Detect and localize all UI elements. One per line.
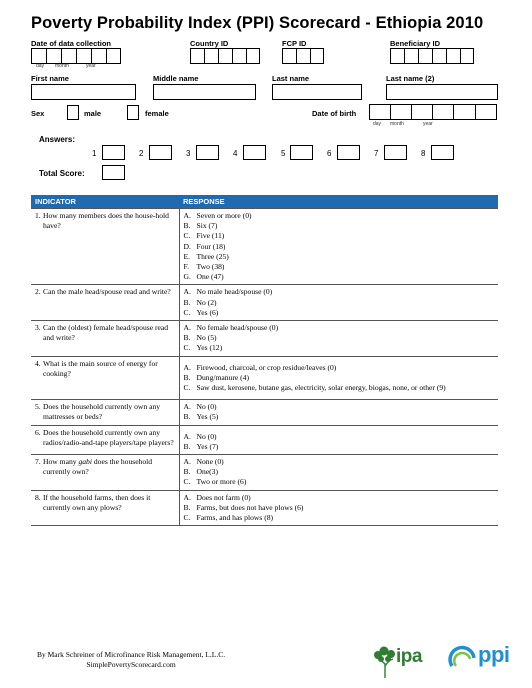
response-cell	[179, 321, 498, 357]
response-option[interactable]	[183, 493, 496, 503]
answer-2-box[interactable]	[149, 145, 172, 160]
table-row	[31, 321, 498, 357]
country-id-label: Country ID	[190, 39, 229, 48]
date-year-sublabel: year	[86, 63, 96, 69]
option-letter: B.	[183, 221, 191, 231]
answer-5-label: 5	[281, 149, 286, 158]
option-letter: A.	[183, 323, 191, 333]
response-option[interactable]	[183, 298, 496, 308]
response-option[interactable]	[183, 221, 496, 231]
total-score-box[interactable]	[102, 165, 125, 180]
indicator-cell	[31, 356, 179, 400]
page-title: Poverty Probability Index (PPI) Scorecard - Ethiopia 2010	[31, 14, 484, 32]
table-row	[31, 455, 498, 491]
question-text-emphasis: gabi	[78, 457, 92, 467]
answer-8-box[interactable]	[431, 145, 454, 160]
country-id-field[interactable]	[190, 48, 260, 64]
response-option[interactable]	[183, 373, 496, 383]
question-text: Can the (oldest) female head/spouse read and write?	[43, 323, 169, 343]
option-text: Two or more (6)	[196, 477, 247, 487]
option-letter: A.	[183, 402, 191, 412]
answer-3-label: 3	[186, 149, 191, 158]
response-column-header: RESPONSE	[179, 195, 498, 209]
option-text: Farms, but does not have plows (6)	[196, 502, 304, 512]
response-option[interactable]	[183, 363, 496, 373]
beneficiary-id-field[interactable]	[390, 48, 474, 64]
answer-6-box[interactable]	[337, 145, 360, 160]
option-letter: A.	[183, 457, 191, 467]
response-option[interactable]	[183, 442, 496, 452]
question-text: How many members does the house-hold have?	[43, 211, 169, 231]
option-letter: C.	[183, 383, 191, 393]
male-checkbox[interactable]	[67, 105, 79, 120]
date-of-birth-field[interactable]	[369, 104, 497, 120]
response-option[interactable]	[183, 432, 496, 442]
answer-1-label: 1	[92, 149, 97, 158]
question-text: If the household farms, then does it currently own any plows?	[43, 492, 151, 512]
answer-4-label: 4	[233, 149, 238, 158]
answers-label: Answers:	[39, 135, 76, 144]
ppi-logo-text: ppi	[478, 642, 510, 667]
option-letter: A.	[183, 492, 191, 502]
indicator-cell	[31, 425, 179, 454]
date-month-sublabel: month	[55, 63, 69, 69]
first-name-label: First name	[31, 74, 69, 83]
response-option[interactable]	[183, 503, 496, 513]
response-option[interactable]	[183, 287, 496, 297]
response-cell	[179, 490, 498, 526]
answer-1-box[interactable]	[102, 145, 125, 160]
option-text: None (0)	[196, 457, 224, 467]
question-number: 4.	[35, 358, 41, 368]
answer-3-box[interactable]	[196, 145, 219, 160]
ppi-logo	[448, 642, 520, 680]
option-letter: B.	[183, 441, 191, 451]
option-text: No (0)	[196, 431, 217, 441]
question-text: Can the male head/spouse read and write?	[43, 287, 171, 297]
answer-8-label: 8	[421, 149, 426, 158]
answer-2-label: 2	[139, 149, 144, 158]
option-letter: C.	[183, 343, 191, 353]
response-option[interactable]	[183, 231, 496, 241]
indicator-cell	[31, 490, 179, 526]
indicator-cell	[31, 455, 179, 491]
question-number: 1.	[35, 211, 41, 220]
answer-6-label: 6	[327, 149, 332, 158]
response-option[interactable]	[183, 333, 496, 343]
response-cell	[179, 425, 498, 454]
response-option[interactable]	[183, 383, 496, 393]
question-text: What is the main source of energy for cooking?	[43, 358, 158, 378]
sex-label: Sex	[31, 109, 45, 118]
dob-day-sublabel: day	[373, 121, 382, 127]
question-number: 6.	[35, 427, 41, 437]
table-row	[31, 490, 498, 526]
indicator-cell	[31, 285, 179, 321]
question-text-part: does the household currently own?	[43, 457, 153, 477]
male-label: male	[84, 109, 102, 118]
option-text: Two (38)	[196, 262, 225, 272]
answer-4-box[interactable]	[243, 145, 266, 160]
response-option[interactable]	[183, 262, 496, 272]
response-cell	[179, 455, 498, 491]
response-option[interactable]	[183, 412, 496, 422]
option-text: No (2)	[196, 297, 217, 307]
response-option[interactable]	[183, 308, 496, 318]
response-option[interactable]	[183, 242, 496, 252]
option-text: No female head/spouse (0)	[196, 323, 279, 333]
indicator-column-header: INDICATOR	[31, 195, 179, 209]
indicator-cell	[31, 321, 179, 357]
question-number: 2.	[35, 287, 41, 297]
option-letter: B.	[183, 333, 191, 343]
option-letter: C.	[183, 231, 191, 241]
indicator-cell	[31, 209, 179, 285]
question-number: 7.	[35, 457, 41, 467]
question-text	[43, 457, 176, 477]
option-text: No (5)	[196, 333, 217, 343]
option-letter: B.	[183, 502, 191, 512]
ipa-logo	[373, 644, 435, 680]
option-text: Firewood, charcoal, or crop residue/leaves (0)	[196, 362, 337, 372]
response-cell	[179, 400, 498, 425]
option-text: Yes (12)	[196, 343, 223, 353]
option-text: Six (7)	[196, 221, 218, 231]
footer-website[interactable]: SimplePovertyScorecard.com	[86, 660, 176, 669]
table-row	[31, 285, 498, 321]
option-letter: C.	[183, 477, 191, 487]
option-letter: E.	[183, 251, 191, 261]
ipa-logo-text: ipa	[396, 646, 422, 667]
table-row	[31, 425, 498, 454]
total-score-label: Total Score:	[39, 169, 85, 178]
middle-name-field[interactable]	[153, 84, 256, 100]
footer-author: By Mark Schreiner of Microfinance Risk Management, L.L.C.	[37, 650, 226, 659]
question-text: Does the household currently own any mattresses or beds?	[43, 402, 161, 422]
response-cell	[179, 209, 498, 285]
question-text: Does the household currently own any radios/radio-and-tape players/tape players?	[43, 427, 174, 447]
option-text: No male head/spouse (0)	[196, 287, 273, 297]
option-text: Saw dust, kerosene, butane gas, electricity, solar energy, biogas, none, or other (9)	[196, 383, 446, 393]
option-letter: A.	[183, 362, 191, 372]
option-text: Does not farm (0)	[196, 492, 251, 502]
option-text: No (0)	[196, 402, 217, 412]
table-row	[31, 209, 498, 285]
date-day-sublabel: day	[36, 63, 45, 69]
response-option[interactable]	[183, 211, 496, 221]
response-option[interactable]	[183, 323, 496, 333]
option-letter: C.	[183, 307, 191, 317]
female-label: female	[145, 109, 169, 118]
last-name-field[interactable]	[272, 84, 362, 100]
option-text: Farms, and has plows (8)	[196, 513, 274, 523]
option-letter: B.	[183, 467, 191, 477]
option-text: Seven or more (0)	[196, 211, 252, 220]
dob-year-sublabel: year	[423, 121, 433, 127]
scorecard-table	[31, 195, 498, 526]
option-letter: B.	[183, 372, 191, 382]
answer-7-label: 7	[374, 149, 379, 158]
footer-credit	[37, 650, 225, 670]
option-text: One (47)	[196, 272, 224, 282]
answer-7-box[interactable]	[384, 145, 407, 160]
response-option[interactable]	[183, 513, 496, 523]
option-text: Four (18)	[196, 241, 226, 251]
fcp-id-label: FCP ID	[282, 39, 307, 48]
option-letter: D.	[183, 241, 191, 251]
date-of-birth-label: Date of birth	[312, 109, 357, 118]
last-name-2-field[interactable]	[386, 84, 498, 100]
question-text-part: How many	[43, 457, 79, 467]
table-row	[31, 356, 498, 400]
last-name-label: Last name	[272, 74, 310, 83]
option-text: One(3)	[196, 467, 219, 477]
last-name-2-label: Last name (2)	[386, 74, 435, 83]
option-text: Yes (6)	[196, 307, 219, 317]
fcp-id-field[interactable]	[282, 48, 324, 64]
option-letter: C.	[183, 513, 191, 523]
option-letter: B.	[183, 412, 191, 422]
table-header-row	[31, 195, 498, 209]
response-option[interactable]	[183, 477, 496, 487]
response-option[interactable]	[183, 457, 496, 467]
answer-5-box[interactable]	[290, 145, 313, 160]
response-option[interactable]	[183, 467, 496, 477]
question-number: 3.	[35, 323, 41, 333]
table-row	[31, 400, 498, 425]
question-number: 8.	[35, 492, 41, 502]
female-checkbox[interactable]	[127, 105, 139, 120]
response-cell	[179, 356, 498, 400]
indicator-cell	[31, 400, 179, 425]
response-option[interactable]	[183, 343, 496, 353]
option-letter: A.	[183, 211, 191, 220]
option-text: Yes (5)	[196, 412, 219, 422]
option-letter: F.	[183, 262, 190, 272]
option-letter: A.	[183, 287, 191, 297]
option-text: Yes (7)	[196, 441, 219, 451]
option-letter: B.	[183, 297, 191, 307]
dob-month-sublabel: month	[390, 121, 404, 127]
first-name-field[interactable]	[31, 84, 136, 100]
date-of-collection-field[interactable]	[31, 48, 121, 64]
beneficiary-id-label: Beneficiary ID	[390, 39, 441, 48]
option-text: Three (25)	[196, 251, 229, 261]
option-text: Five (11)	[196, 231, 225, 241]
response-option[interactable]	[183, 252, 496, 262]
response-option[interactable]	[183, 402, 496, 412]
middle-name-label: Middle name	[153, 74, 199, 83]
option-letter: G.	[183, 272, 191, 282]
response-option[interactable]	[183, 272, 496, 282]
response-cell	[179, 285, 498, 321]
date-of-collection-label: Date of data collection	[31, 39, 112, 48]
question-number: 5.	[35, 402, 41, 412]
ppi-arc-icon	[448, 644, 478, 674]
option-text: Dung/manure (4)	[196, 372, 250, 382]
option-letter: A.	[183, 431, 191, 441]
